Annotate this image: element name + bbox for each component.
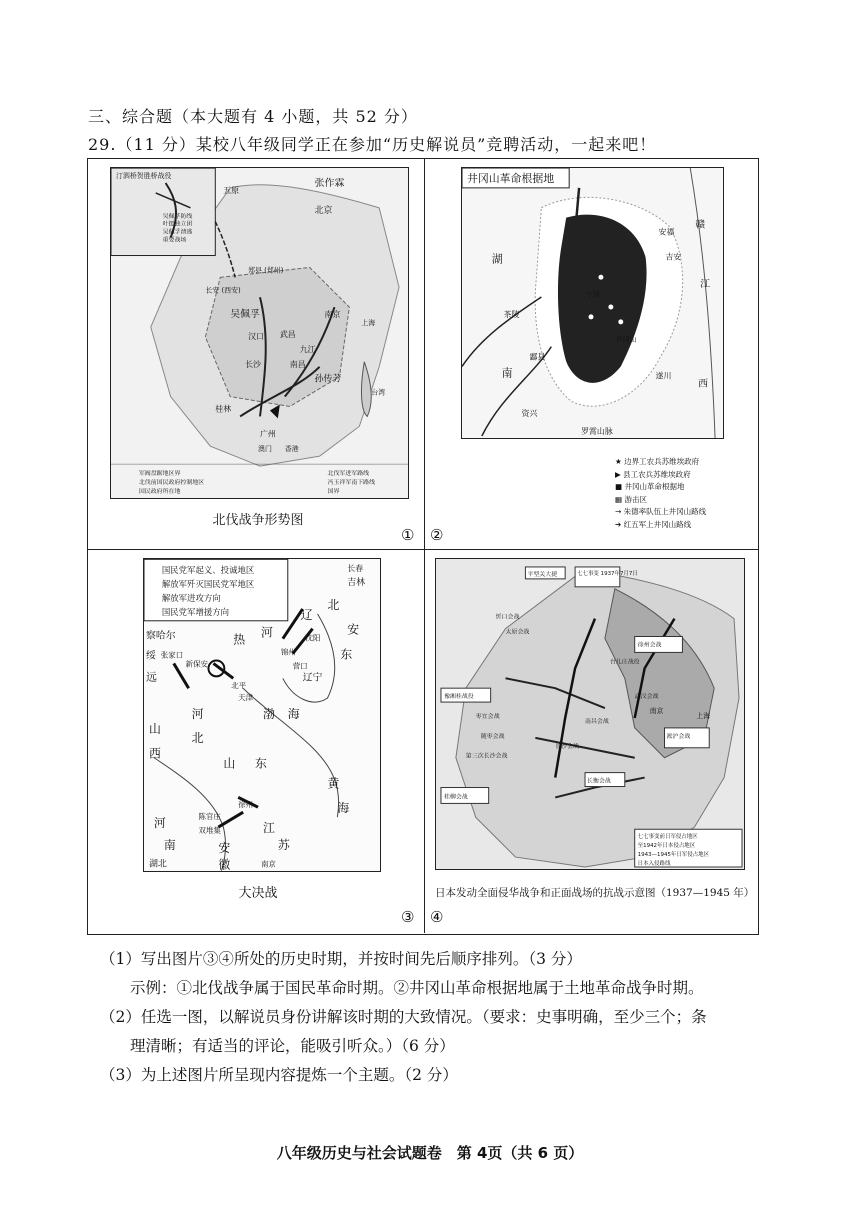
label-nanchang: 南昌 — [289, 359, 306, 369]
label-wuyuan: 五原 — [223, 185, 240, 195]
label-xi: 西 — [148, 746, 161, 761]
label-chenguanzhuang: 陈官庄 — [198, 812, 221, 822]
label-gan: 赣 — [695, 219, 706, 231]
fig4-caption: 日本发动全面侵华战争和正面战场的抗战示意图（1937—1945 年） — [435, 887, 755, 899]
label-su: 苏 — [277, 837, 290, 852]
label-changsha: 长沙 — [245, 359, 261, 369]
legend-county-govt: ▶ 县工农兵苏维埃政府 — [615, 469, 691, 479]
label-lingxian: 酃县 — [529, 352, 546, 362]
legend-zhu-route: → 朱德率队伍上井冈山路线 — [615, 507, 707, 516]
label-anfu: 安福 — [658, 227, 675, 237]
inset-title: 汀泗桥贺胜桥战役 — [115, 172, 172, 181]
label-shuangduiji: 双堆集 — [198, 826, 221, 835]
label-liaoning: 辽宁 — [302, 672, 323, 684]
legend-uprising: 国民党军起义、投诚地区 — [161, 565, 255, 576]
fig1-number: ① — [401, 526, 415, 544]
figure-jinggangshan — [425, 159, 758, 550]
legend-warlord-boundary: 军阀盘踞地区界 — [138, 470, 181, 478]
label-xi: 西 — [698, 378, 709, 390]
fig4-number: ④ — [430, 908, 444, 926]
figure-anti-japanese-war — [425, 550, 758, 933]
question-2-prompt: （2）任选一图，以解说员身份讲解该时期的大致情况。（要求：史事明确，至少三个；条 — [100, 1008, 707, 1026]
fig3-caption: 大决战 — [238, 886, 278, 901]
label-jiang-su: 江 — [262, 821, 275, 836]
label-dong-shandong: 东 — [255, 756, 267, 771]
label-chaling: 茶陵 — [503, 309, 520, 319]
arrow-icon: → — [615, 507, 624, 516]
figure-decisive-battles — [88, 550, 425, 933]
label-zhang-zuolin: 张作霖 — [314, 177, 345, 189]
anti-japanese-war-map — [435, 558, 745, 870]
label-shanghai-fig4: 上海 — [696, 711, 711, 720]
fig2-number: ② — [430, 526, 444, 544]
label-yingkou: 营口 — [292, 661, 308, 671]
legend-pla-attack: 解放军进攻方向 — [161, 592, 221, 603]
label-beijing: 北京 — [314, 205, 333, 216]
inset-legend-2: 叶挺独立团 — [162, 220, 193, 228]
fig2-legend — [615, 456, 755, 531]
label-shenyang: 沈阳 — [305, 633, 321, 643]
label-jilin: 吉林 — [347, 578, 366, 589]
label-tianjin: 天津 — [238, 693, 254, 703]
label-bei: 北 — [327, 597, 340, 612]
label-yuxianggui: 豫湘桂战役 — [443, 693, 474, 701]
page-footer: 八年级历史与社会试题卷 第 4页（共 6 页） — [276, 1144, 584, 1162]
label-hongkong: 香港 — [284, 445, 299, 454]
label-nanchang-battle: 南昌会战 — [585, 717, 609, 725]
label-jian: 吉安 — [665, 252, 682, 262]
label-dong: 东 — [340, 647, 353, 662]
question-intro: 29.（11 分）某校八年级同学正在参加“历史解说员”竞聘活动，一起来吧！ — [88, 135, 657, 154]
label-he-rehe: 河 — [261, 625, 273, 640]
legend-guerrilla-area: ▦ 游击区 — [615, 494, 647, 504]
label-guilin: 桂林 — [215, 404, 232, 414]
label-xinbaoan: 新保安 — [185, 659, 208, 669]
question-2-prompt-cont: 理清晰；有适当的评论，能吸引听众。）（6 分） — [130, 1037, 455, 1055]
label-chahar: 察哈尔 — [145, 630, 176, 642]
fig3-number: ③ — [401, 908, 415, 926]
label-sui: 绥 — [145, 650, 156, 662]
label-jinggangshan: 井冈山 — [615, 335, 637, 344]
label-july7-incident: 七七事变 1937年7月7日 — [577, 570, 638, 577]
flag-icon: ▶ — [615, 469, 624, 479]
label-hu: 湖 — [491, 252, 503, 266]
label-taiyuan: 太原会战 — [505, 628, 530, 636]
label-sun-chuanfang: 孙传芳 — [314, 374, 342, 385]
legend-govt-seat: 国民政府所在地 — [138, 487, 181, 495]
label-nan-henan: 南 — [163, 837, 176, 852]
legend-prewar-occupied: 七七事变前日军侵占地区 — [637, 834, 698, 841]
label-re: 热 — [233, 632, 246, 647]
legend-base-area: ■ 井冈山革命根据地 — [615, 482, 685, 491]
label-suizao: 随枣会战 — [480, 732, 505, 740]
figure-northern-expedition — [88, 159, 425, 550]
label-zhengxian: 郑县 (郑州) — [248, 266, 284, 275]
northern-expedition-map — [110, 167, 409, 499]
legend-national-govt-area: 北伐前国民政府控制地区 — [138, 478, 205, 486]
label-shan-xi: 山 — [148, 721, 161, 736]
label-wu-peifu: 吴佩孚 — [230, 309, 260, 321]
label-beiping: 北平 — [231, 681, 247, 691]
label-nan: 南 — [501, 366, 513, 380]
label-shanghai: 上海 — [361, 319, 376, 328]
label-macau: 澳门 — [258, 445, 272, 454]
label-hubei: 湖北 — [148, 859, 167, 870]
inset-legend-1: 吴佩孚防线 — [162, 212, 193, 220]
legend-1943-1945-occupied: 1943—1945年日军侵占地区 — [637, 852, 710, 859]
label-xuzhou-battle: 徐州会战 — [637, 641, 662, 649]
label-third-changsha: 第三次长沙会战 — [465, 752, 508, 760]
label-hai-huanghai: 海 — [337, 801, 350, 816]
legend-1942-occupied: 至1942年日本侵占地区 — [637, 843, 696, 850]
label-hankou: 汉口 — [248, 331, 264, 341]
label-taierzhuang: 台儿庄战役 — [609, 658, 640, 666]
label-an-anhui: 安 — [218, 840, 231, 855]
label-jinzhou: 锦州 — [280, 647, 296, 657]
legend-annihilation: 解放军歼灭国民党军地区 — [161, 579, 255, 590]
question-3-prompt: （3）为上述图片所呈现内容提炼一个主题。（2 分） — [100, 1066, 458, 1084]
question-1-example: 示例：①北伐战争属于国民革命时期。②井冈山革命根据地属于土地革命战争时期。 — [130, 979, 704, 997]
star-icon: ★ — [615, 457, 625, 466]
label-zixing: 资兴 — [521, 409, 538, 419]
legend-border: 国界 — [327, 487, 340, 495]
inset-legend-4: 重要战场 — [162, 236, 187, 244]
legend-kmt-reinforce: 国民党军增援方向 — [161, 606, 230, 617]
legend-expedition-route: 北伐军进军路线 — [327, 470, 370, 478]
hatched-block-icon: ▦ — [615, 494, 625, 504]
label-guiliu: 桂柳会战 — [443, 793, 468, 801]
legend-red5-route: ➔ 红五军上井冈山路线 — [615, 519, 692, 529]
label-zaoyi: 枣宜会战 — [475, 712, 500, 720]
jinggangshan-map — [461, 167, 724, 439]
label-xuzhou: 徐州 — [238, 800, 254, 810]
label-hai-bohai: 海 — [287, 706, 300, 721]
inset-legend-3: 吴佩孚溃逃 — [162, 228, 193, 236]
label-songhu: 淞沪会战 — [666, 732, 691, 740]
label-he-henan: 河 — [153, 816, 166, 831]
label-yuan: 远 — [145, 670, 157, 684]
question-1-prompt: （1）写出图片③④所处的历史时期，并按时间先后顺序排列。（3 分） — [100, 950, 582, 968]
label-taiwan: 台湾 — [371, 388, 386, 397]
label-an: 安 — [347, 622, 360, 637]
fig2-title: 井冈山革命根据地 — [466, 171, 555, 185]
label-he-hebei: 河 — [191, 706, 204, 721]
label-nanjing-fig3: 南京 — [261, 859, 276, 869]
label-nanjing: 南京 — [324, 310, 341, 320]
label-suichuan: 遂川 — [655, 371, 672, 381]
legend-feng-route: 冯玉祥军南下路线 — [327, 478, 376, 486]
label-guangzhou: 广州 — [259, 429, 276, 439]
label-zhangjiakou: 张家口 — [160, 650, 184, 660]
label-changsha-battle: 长沙会战 — [555, 742, 580, 750]
figure-grid — [87, 158, 759, 935]
label-changan: 长安 (西安) — [205, 286, 241, 295]
label-wuchang: 武昌 — [279, 329, 296, 339]
label-huang: 黄 — [327, 776, 340, 791]
label-liao: 辽 — [300, 607, 313, 622]
label-xinkou: 忻口会战 — [495, 613, 520, 621]
label-pingxingguan: 平型关大捷 — [527, 570, 558, 578]
label-bo: 渤 — [262, 706, 275, 721]
label-hui: 徽 — [218, 857, 231, 871]
label-nanjing-fig4: 南京 — [649, 707, 664, 716]
label-wuhan: 武汉会战 — [634, 693, 659, 701]
section-title: 三、综合题（本大题有 4 小题，共 52 分） — [88, 107, 418, 126]
label-jiujiang: 九江 — [299, 344, 316, 354]
legend-invasion-route: 日本入侵路线 — [637, 861, 671, 868]
label-changchun: 长春 — [347, 564, 364, 574]
label-luoxiao: 罗霄山脉 — [581, 426, 613, 436]
bold-arrow-icon: ➔ — [615, 519, 624, 529]
label-changheng: 长衡会战 — [587, 777, 611, 785]
label-ninggang: 宁冈 — [586, 291, 600, 300]
label-jiang: 江 — [700, 279, 711, 291]
label-shan-dong: 山 — [223, 756, 236, 771]
label-bei-hebei: 北 — [191, 730, 204, 745]
fig1-caption: 北伐战争形势图 — [212, 513, 304, 528]
legend-border-govt: ★ 边界工农兵苏维埃政府 — [615, 457, 700, 466]
decisive-battles-map — [143, 558, 381, 872]
solid-block-icon: ■ — [615, 482, 625, 491]
